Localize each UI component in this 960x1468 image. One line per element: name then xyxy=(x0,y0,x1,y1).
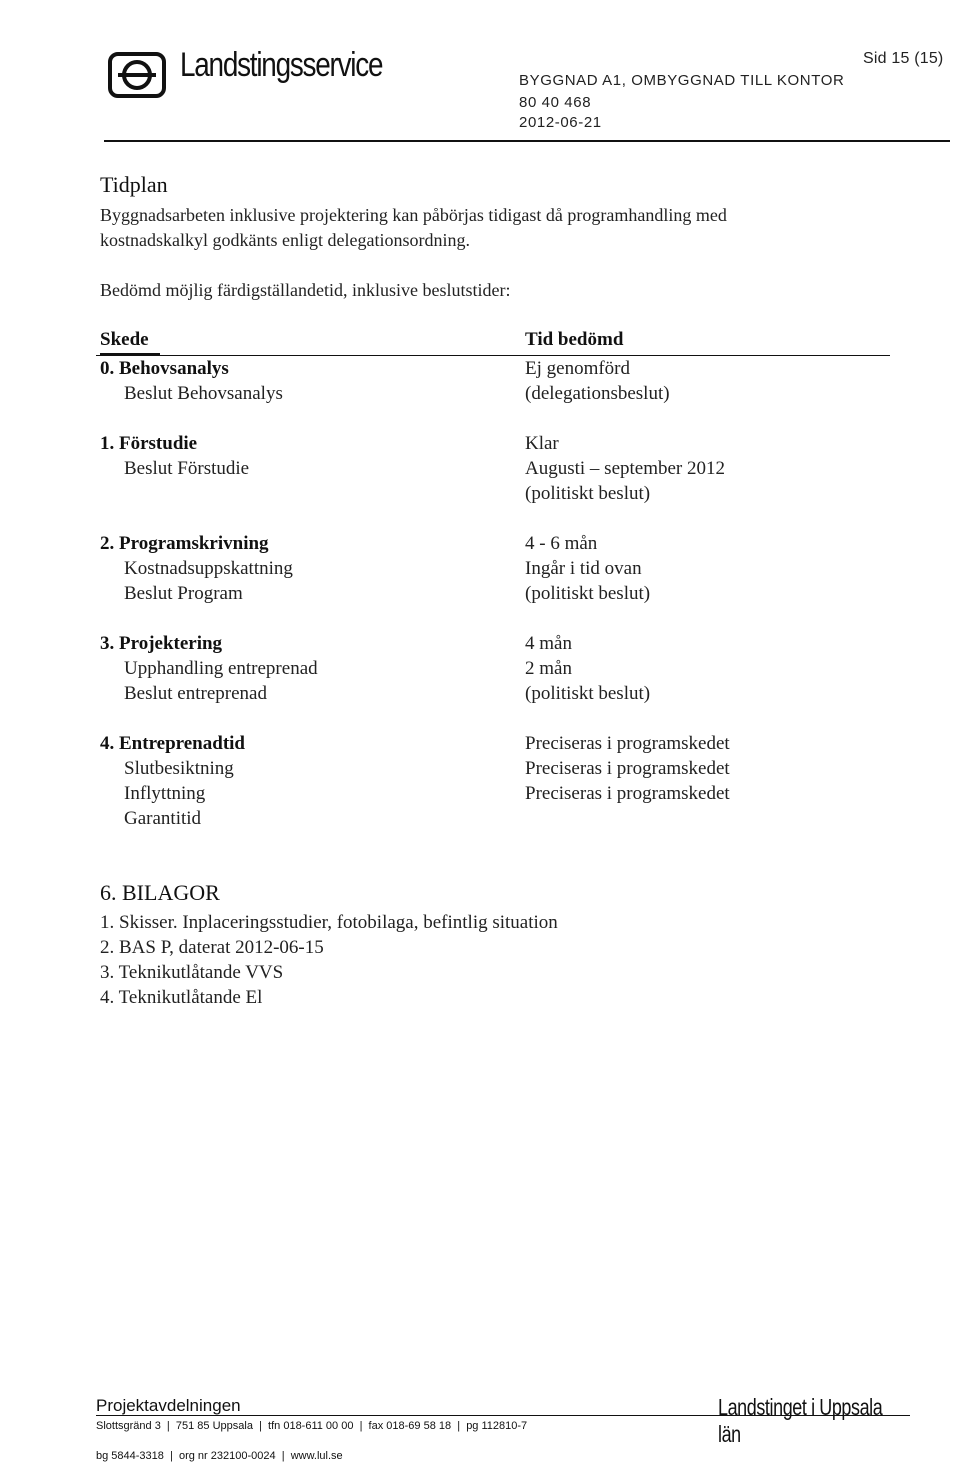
header-divider xyxy=(104,140,950,142)
section-title: Tidplan xyxy=(100,172,168,197)
attachment-item: 4. Teknikutlåtande El xyxy=(100,987,263,1008)
phase-step: Beslut Förstudie xyxy=(124,458,250,479)
phase-row xyxy=(100,633,222,655)
phase-name: Projektering xyxy=(119,633,223,654)
phase-step: Upphandling entreprenad xyxy=(124,658,318,679)
phase-time: Augusti – september 2012 xyxy=(525,458,726,479)
phase-time: Ej genomförd xyxy=(525,358,631,379)
phase-number: 0. xyxy=(100,358,115,379)
footer-details: bg 5844-3318 | org nr 232100-0024 | www.lul.se xyxy=(96,1450,343,1462)
phase-time: (politiskt beslut) xyxy=(525,483,651,504)
phase-row xyxy=(100,433,197,455)
phase-name: Entreprenadtid xyxy=(119,733,245,754)
phase-time: (politiskt beslut) xyxy=(525,583,651,604)
phase-time: Klar xyxy=(525,433,559,454)
phase-time: 4 - 6 mån xyxy=(525,533,598,554)
logo-icon xyxy=(108,52,166,98)
phase-time: 2 mån xyxy=(525,658,572,679)
table-header-rule xyxy=(96,355,890,356)
phase-step: Inflyttning xyxy=(124,783,206,804)
phase-row xyxy=(100,533,269,555)
phase-time: Preciseras i programskedet xyxy=(525,758,730,779)
phase-step: Beslut entreprenad xyxy=(124,683,267,704)
phase-time: Preciseras i programskedet xyxy=(525,733,730,754)
phase-row xyxy=(100,733,245,755)
phase-time: Ingår i tid ovan xyxy=(525,558,642,579)
page-number: Sid 15 (15) xyxy=(863,50,944,67)
attachment-item: 2. BAS P, daterat 2012-06-15 xyxy=(100,937,324,958)
intro-line-3: Bedömd möjlig färdigställandetid, inklusive beslutstider: xyxy=(100,280,511,300)
phase-number: 1. xyxy=(100,433,115,454)
intro-line-1: Byggnadsarbeten inklusive projektering kan påbörjas tidigast då programhandling med xyxy=(100,205,727,225)
phase-name: Behovsanalys xyxy=(119,358,229,379)
attachment-item: 3. Teknikutlåtande VVS xyxy=(100,962,284,983)
attachments-title: 6. BILAGOR xyxy=(100,880,220,905)
phase-number: 3. xyxy=(100,633,115,654)
phase-number: 2. xyxy=(100,533,115,554)
column-header-phase: Skede xyxy=(100,329,149,350)
phase-time: (politiskt beslut) xyxy=(525,683,651,704)
attachment-item: 1. Skisser. Inplaceringsstudier, fotobilaga, befintlig situation xyxy=(100,912,558,933)
document-date: 2012-06-21 xyxy=(519,114,602,131)
phase-number: 4. xyxy=(100,733,115,754)
phase-step: Beslut Program xyxy=(124,583,243,604)
footer-address: Slottsgränd 3 | 751 85 Uppsala | tfn 018-611 00 00 | fax 018-69 58 18 | pg 112810-7 xyxy=(96,1420,528,1432)
column-header-time: Tid bedömd xyxy=(525,329,624,350)
project-title: BYGGNAD A1, OMBYGGNAD TILL KONTOR xyxy=(519,72,845,89)
phase-step: Kostnadsuppskattning xyxy=(124,558,293,579)
phase-step: Garantitid xyxy=(124,808,202,829)
phase-name: Förstudie xyxy=(119,433,198,454)
footer-brand: Landstinget i Uppsala län xyxy=(718,1394,883,1447)
intro-line-2: kostnadskalkyl godkänts enligt delegationsordning. xyxy=(100,230,470,250)
footer-department: Projektavdelningen xyxy=(96,1396,241,1415)
phase-row xyxy=(100,358,229,380)
phase-time: 4 mån xyxy=(525,633,572,654)
project-number: 80 40 468 xyxy=(519,94,592,111)
phase-name: Programskrivning xyxy=(119,533,269,554)
phase-time: (delegationsbeslut) xyxy=(525,383,670,404)
company-name: Landstingsservice xyxy=(180,46,383,84)
phase-step: Beslut Behovsanalys xyxy=(124,383,283,404)
phase-step: Slutbesiktning xyxy=(124,758,234,779)
phase-time: Preciseras i programskedet xyxy=(525,783,730,804)
